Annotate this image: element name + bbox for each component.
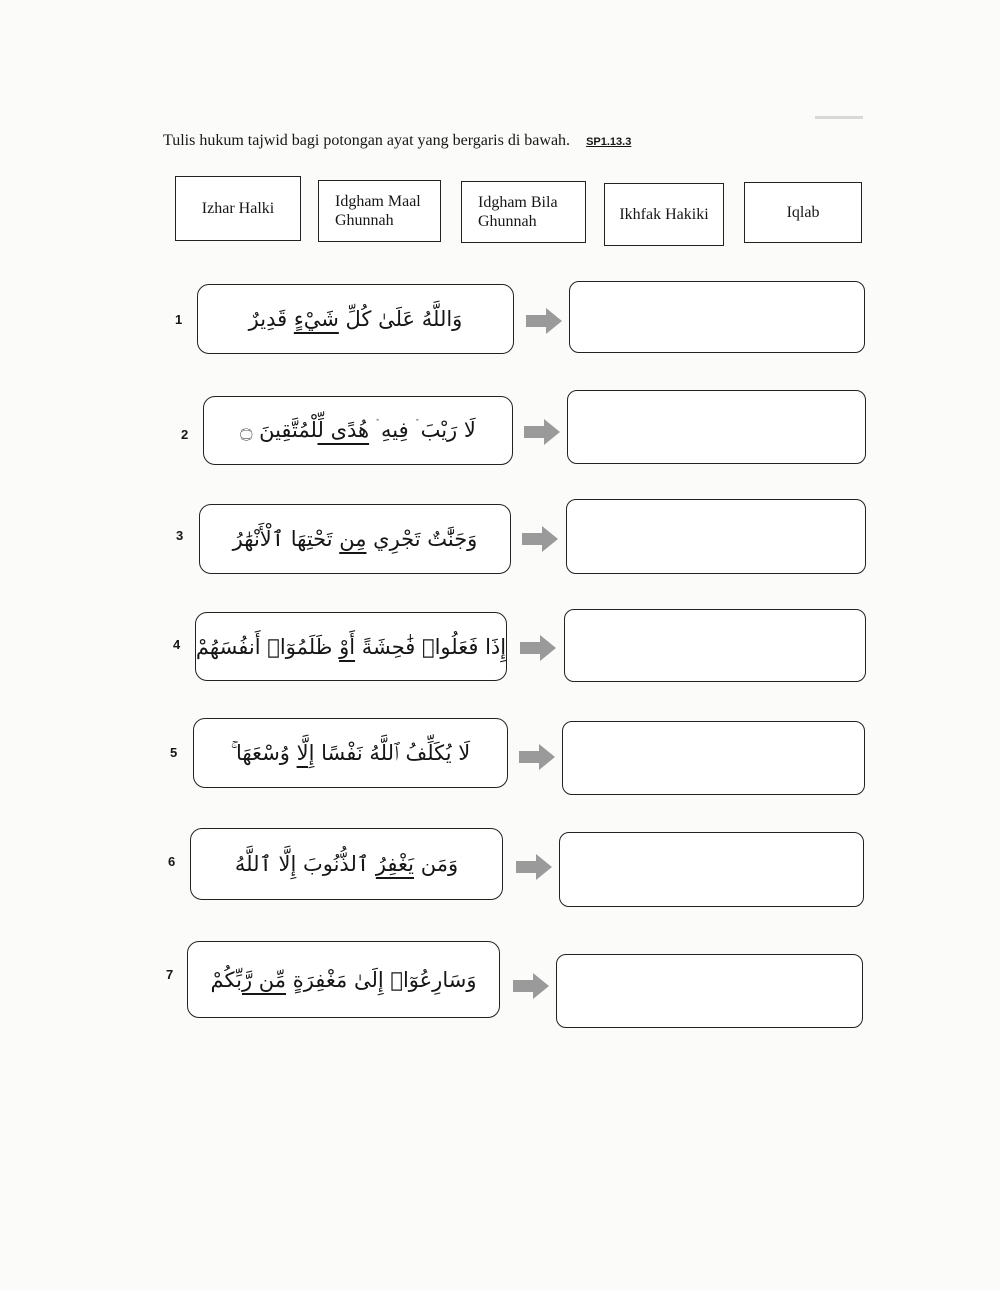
ayah-text: لَا يُكَلِّفُ ٱللَّهُ نَفْسًا إِلَّا وُسْعَهَا ۚ bbox=[230, 740, 471, 765]
underlined-segment: إِلَّا bbox=[296, 740, 315, 765]
option-idgham-maal-ghunnah: Idgham Maal Ghunnah bbox=[318, 180, 441, 242]
question-number: 6 bbox=[168, 854, 176, 869]
arrow-right-icon bbox=[525, 307, 563, 335]
arrow-right-icon bbox=[518, 743, 556, 771]
question-number: 3 bbox=[176, 528, 184, 543]
arrow-right-icon bbox=[512, 972, 550, 1000]
ayah-box bbox=[187, 941, 500, 1018]
answer-box[interactable] bbox=[564, 609, 866, 682]
instruction-text: Tulis hukum tajwid bagi potongan ayat yang bergaris di bawah. bbox=[163, 132, 571, 149]
option-izhar-halki: Izhar Halki bbox=[175, 176, 301, 241]
answer-box[interactable] bbox=[559, 832, 864, 907]
option-ikhfak-hakiki: Ikhfak Hakiki bbox=[604, 183, 724, 246]
ayah-box bbox=[195, 612, 507, 681]
arrow-right-icon bbox=[515, 853, 553, 881]
scan-smudge bbox=[815, 116, 863, 119]
arrow-right-icon bbox=[523, 418, 561, 446]
arrow-right-icon bbox=[519, 634, 557, 662]
question-number: 4 bbox=[173, 637, 181, 652]
question-number: 1 bbox=[175, 312, 183, 327]
arrow-right-icon bbox=[521, 525, 559, 553]
answer-box[interactable] bbox=[562, 721, 865, 795]
standard-code: SP1.13.3 bbox=[586, 136, 632, 148]
question-number: 5 bbox=[170, 745, 178, 760]
ayah-text: لَا رَيْبَ ۛ فِيهِ ۛ هُدًى لِّلْمُتَّقِينَ ۝ bbox=[240, 418, 476, 442]
answer-box[interactable] bbox=[566, 499, 866, 574]
ayah-box bbox=[193, 718, 508, 788]
option-iqlab: Iqlab bbox=[744, 182, 862, 243]
ayah-box bbox=[199, 504, 511, 574]
ayah-box bbox=[190, 828, 503, 900]
underlined-segment: هُدًى لِّ bbox=[317, 418, 370, 442]
ayah-text: وَجَنَّٰتٌ تَجْرِي مِن تَحْتِهَا ٱلْأَنْهَٰرُ bbox=[232, 527, 478, 551]
underlined-segment: شَيْءٍ bbox=[293, 307, 339, 331]
ayah-text: وَسَارِعُوٓا۟ إِلَىٰ مَغْفِرَةٍ مِّن رَّبِّكُمْ bbox=[210, 967, 477, 992]
instruction bbox=[163, 132, 631, 150]
underlined-segment: مِّن رَّ bbox=[241, 967, 287, 992]
underlined-segment: مِن bbox=[339, 527, 367, 551]
ayah-text: وَاللَّهُ عَلَىٰ كُلِّ شَيْءٍ قَدِيرٌ bbox=[248, 307, 463, 331]
answer-box[interactable] bbox=[569, 281, 865, 353]
ayah-text: وَمَن يَغْفِرُ ٱلذُّنُوبَ إِلَّا ٱللَّهُ bbox=[234, 852, 459, 876]
ayah-text: إِذَا فَعَلُوا۟ فَٰحِشَةً أَوْ ظَلَمُوٓا۟ أَنفُسَهُمْ bbox=[195, 634, 507, 659]
underlined-segment: يَغْفِرُ bbox=[375, 852, 415, 876]
answer-box[interactable] bbox=[556, 954, 863, 1028]
ayah-box bbox=[197, 284, 514, 354]
question-number: 2 bbox=[181, 427, 189, 442]
answer-box[interactable] bbox=[567, 390, 866, 464]
underlined-segment: أَوْ bbox=[339, 634, 356, 659]
question-number: 7 bbox=[166, 967, 174, 982]
ayah-box bbox=[203, 396, 513, 465]
option-idgham-bila-ghunnah: Idgham Bila Ghunnah bbox=[461, 181, 586, 243]
